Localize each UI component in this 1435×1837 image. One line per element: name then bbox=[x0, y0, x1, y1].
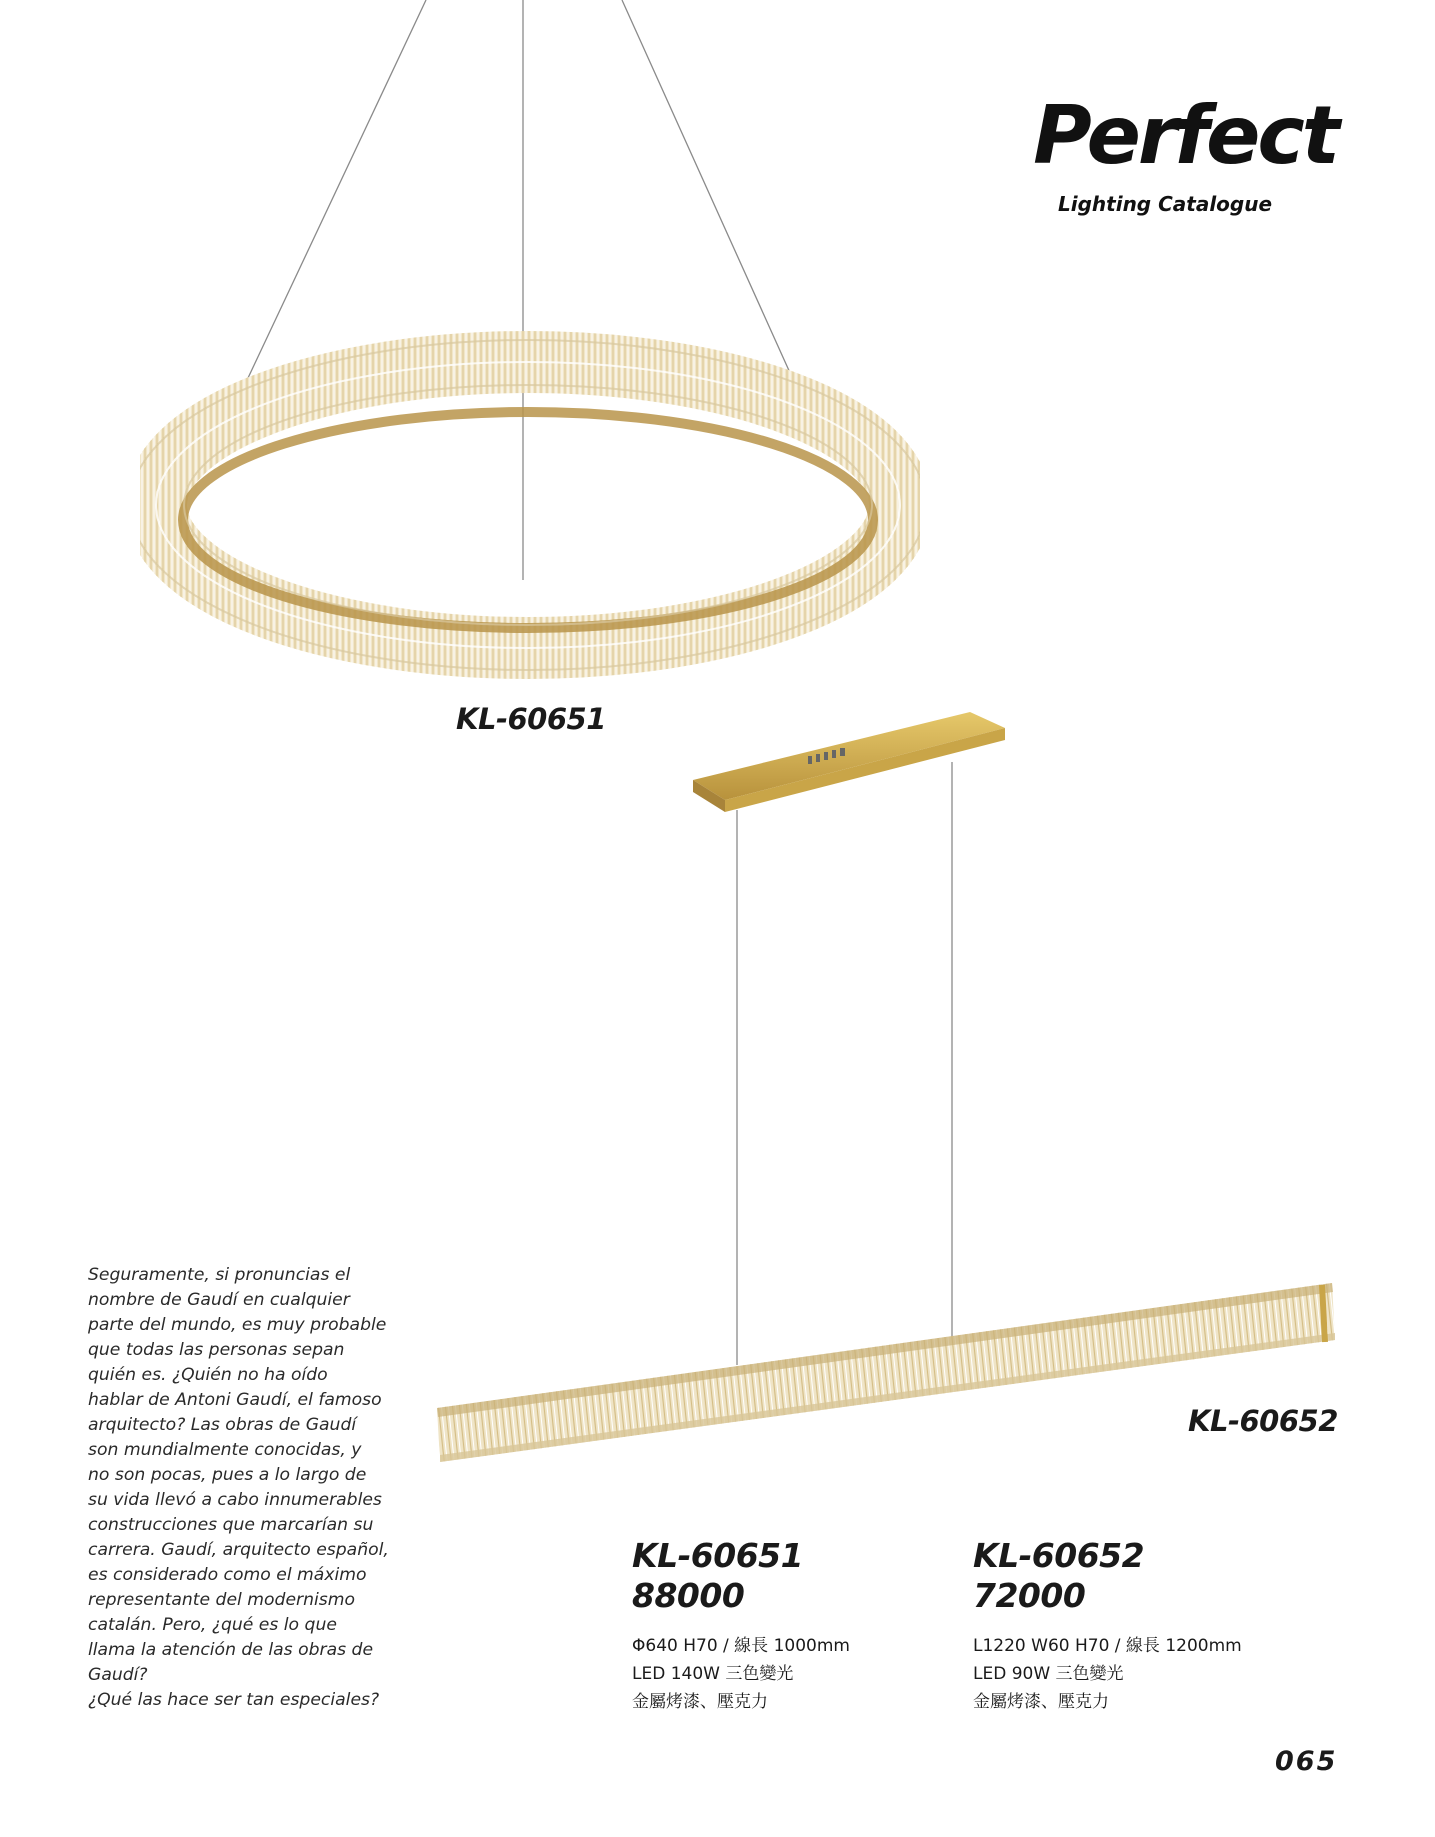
brand-title: Perfect bbox=[1033, 89, 1337, 182]
description-text bbox=[88, 1263, 408, 1713]
description-line: es considerado como el máximo bbox=[88, 1565, 367, 1585]
brand-subtitle: Lighting Catalogue bbox=[1058, 192, 1273, 216]
description-line: representante del modernismo bbox=[88, 1590, 355, 1610]
description-line: parte del mundo, es muy probable bbox=[88, 1315, 387, 1335]
product-card-kl-60651 bbox=[632, 1536, 952, 1716]
description-line: llama la atención de las obras de bbox=[88, 1640, 374, 1660]
description-line: no son pocas, pues a lo largo de bbox=[88, 1465, 367, 1485]
description-line: hablar de Antoni Gaudí, el famoso bbox=[88, 1390, 382, 1410]
product-spec-dimensions: Φ640 H70 / 線長 1000mm bbox=[632, 1636, 850, 1656]
description-line: carrera. Gaudí, arquitecto español, bbox=[88, 1540, 389, 1560]
product-spec-material: 金屬烤漆、壓克力 bbox=[632, 1692, 768, 1712]
description-line: ¿Qué las hace ser tan especiales? bbox=[88, 1690, 380, 1710]
description-line: que todas las personas sepan bbox=[88, 1340, 345, 1360]
product-spec-power: LED 90W 三色變光 bbox=[973, 1664, 1124, 1684]
product-price: 72000 bbox=[973, 1576, 1086, 1615]
ring-chandelier-image bbox=[140, 0, 920, 690]
product-spec-material: 金屬烤漆、壓克力 bbox=[973, 1692, 1109, 1712]
description-line: su vida llevó a cabo innumerables bbox=[88, 1490, 382, 1510]
description-line: son mundialmente conocidas, y bbox=[88, 1440, 362, 1460]
product-spec-power: LED 140W 三色變光 bbox=[632, 1664, 794, 1684]
description-line: quién es. ¿Quién no ha oído bbox=[88, 1365, 328, 1385]
product-code: KL-60651 bbox=[632, 1536, 804, 1575]
description-line: nombre de Gaudí en cualquier bbox=[88, 1290, 350, 1310]
description-line: arquitecto? Las obras de Gaudí bbox=[88, 1415, 357, 1435]
product-code: KL-60652 bbox=[973, 1536, 1145, 1575]
description-line: construcciones que marcarían su bbox=[88, 1515, 374, 1535]
ring-photo-label: KL-60651 bbox=[456, 702, 606, 736]
linear-pendant-image bbox=[430, 700, 1350, 1480]
description-line: catalán. Pero, ¿qué es lo que bbox=[88, 1615, 337, 1635]
product-price: 88000 bbox=[632, 1576, 745, 1615]
description-line: Gaudí? bbox=[88, 1665, 148, 1685]
page-number: 065 bbox=[1275, 1746, 1338, 1777]
product-spec-dimensions: L1220 W60 H70 / 線長 1200mm bbox=[973, 1636, 1242, 1656]
product-card-kl-60652 bbox=[973, 1536, 1333, 1716]
linear-photo-label: KL-60652 bbox=[1188, 1404, 1338, 1438]
description-line: Seguramente, si pronuncias el bbox=[88, 1265, 351, 1285]
